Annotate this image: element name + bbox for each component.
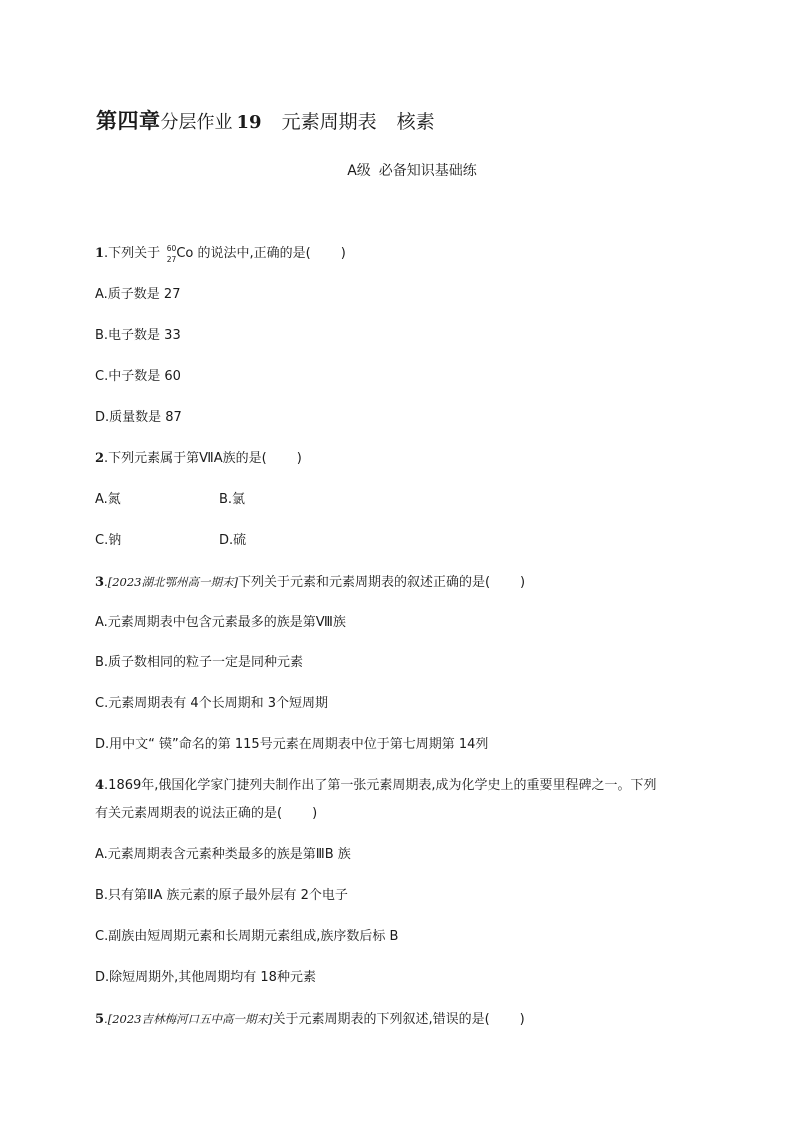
- answer-close: ): [520, 575, 526, 590]
- option-4a: A.元素周期表含元素种类最多的族是第ⅢB 族: [95, 847, 351, 862]
- element-symbol: Co: [176, 246, 194, 261]
- question-text: 有关元素周期表的说法正确的是(: [95, 806, 283, 821]
- option-row-2cd: [95, 531, 395, 551]
- question-5-stem: [95, 1009, 525, 1030]
- option-3b: B.质子数相同的粒子一定是同种元素: [95, 655, 304, 670]
- question-4-stem-line1: [95, 776, 657, 796]
- option-3d: D.用中文“ 镆”命名的第 115号元素在周期表中位于第七周期第 14列: [95, 737, 489, 752]
- question-1-stem: [95, 244, 346, 264]
- option-1a: A.质子数是 27: [95, 287, 181, 302]
- option-1c: C.中子数是 60: [95, 369, 181, 384]
- option-2c: C.钠: [95, 533, 122, 548]
- question-text-tail: 的说法中,正确的是(: [197, 246, 311, 261]
- option-4d: D.除短周期外,其他周期均有 18种元素: [95, 970, 316, 985]
- question-number: 3: [95, 575, 105, 590]
- question-4-stem-line2: [95, 804, 317, 824]
- question-text: .1869年,俄国化学家门捷列夫制作出了第一张元素周期表,成为化学史上的重要里程碑之一。下列: [104, 778, 657, 793]
- question-text: .下列关于: [104, 246, 161, 261]
- question-source: .[2023湖北鄂州高一期末]: [104, 575, 238, 589]
- option-row-2ab: [95, 490, 395, 510]
- option-4c: C.副族由短周期元素和长周期元素组成,族序数后标 B: [95, 929, 399, 944]
- question-number: 2: [95, 451, 105, 466]
- level-description: 必备知识基础练: [378, 163, 477, 179]
- option-4b: B.只有第ⅡA 族元素的原子最外层有 2个电子: [95, 888, 348, 903]
- answer-close: ): [296, 451, 302, 466]
- question-number: 5: [95, 1012, 105, 1027]
- option-3a: A.元素周期表中包含元素最多的族是第Ⅷ族: [95, 615, 346, 630]
- question-source: .[2023吉林梅河口五中高一期末]: [104, 1012, 273, 1026]
- option-3c: C.元素周期表有 4个长周期和 3个短周期: [95, 696, 329, 711]
- series-label: 分层作业: [160, 112, 233, 133]
- question-text: 关于元素周期表的下列叙述,错误的是(: [272, 1012, 490, 1027]
- nuclide-notation: [164, 244, 176, 264]
- level-heading: [0, 160, 794, 182]
- level-grade: A级: [347, 163, 371, 179]
- question-text: 下列关于元素和元素周期表的叙述正确的是(: [237, 575, 491, 590]
- page-title: [96, 106, 435, 138]
- mass-number: 60: [166, 244, 177, 253]
- chapter-label: 第四章: [96, 109, 161, 133]
- option-2b: B.氯: [219, 492, 246, 507]
- question-number: 4: [95, 778, 105, 793]
- answer-close: ): [312, 806, 318, 821]
- question-3-stem: [95, 572, 525, 593]
- question-2-stem: [95, 449, 302, 469]
- option-2a: A.氮: [95, 492, 121, 507]
- option-1d: D.质量数是 87: [95, 410, 182, 425]
- question-text: .下列元素属于第ⅦA族的是(: [104, 451, 267, 466]
- answer-close: ): [519, 1012, 525, 1027]
- option-1b: B.电子数是 33: [95, 328, 181, 343]
- assignment-number: 19: [236, 112, 262, 133]
- atomic-number: 27: [166, 255, 177, 264]
- topic-label: 元素周期表: [281, 111, 377, 133]
- option-2d: D.硫: [219, 533, 247, 548]
- question-number: 1: [95, 246, 105, 261]
- subtopic-label: 核素: [396, 111, 435, 133]
- answer-close: ): [340, 246, 346, 261]
